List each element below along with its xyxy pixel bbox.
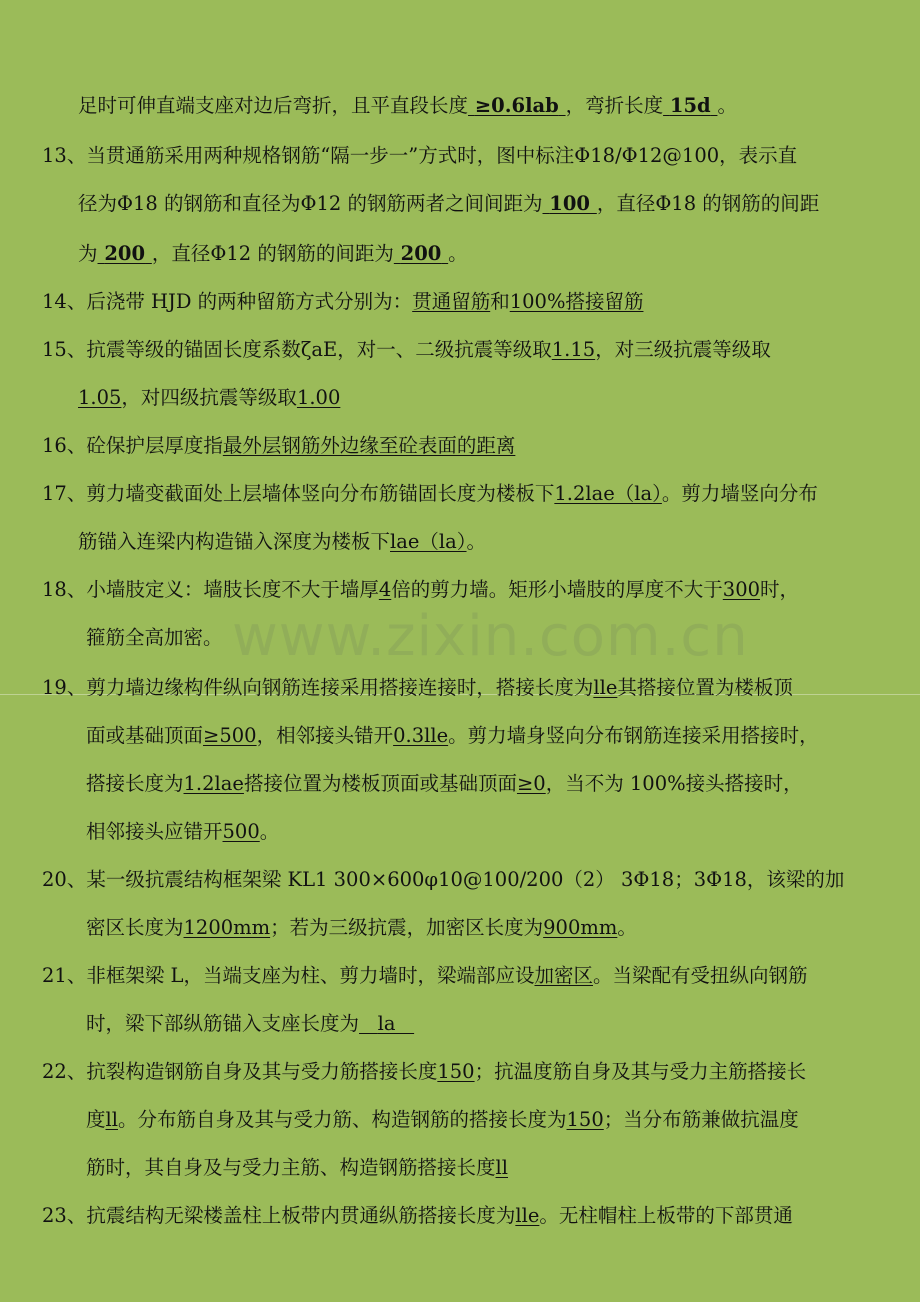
text-line: 为 200 ，直径Φ12 的钢筋的间距为 200 。: [78, 242, 468, 265]
answer-blank: 500: [222, 820, 260, 843]
answer-blank: lle: [515, 1204, 540, 1227]
item-number: 23、: [42, 1204, 87, 1227]
text-line: 搭接长度为1.2lae搭接位置为楼板顶面或基础顶面≥0，当不为 100%接头搭接时，: [86, 772, 803, 795]
text-line: 筋时，其自身及与受力主筋、构造钢筋搭接长度ll: [86, 1156, 508, 1179]
text-line: 20、某一级抗震结构框架梁 KL1 300×600φ10@100/200（2） 3Φ18；3Φ18，该梁的加: [42, 868, 845, 891]
item-number: 21、: [42, 964, 87, 987]
item-number: 18、: [42, 578, 87, 601]
answer-blank: 100: [549, 192, 591, 215]
answer-blank: 4: [378, 578, 392, 601]
answer-blank: ll: [105, 1108, 118, 1131]
watermark: www.zixin.com.cn: [232, 604, 749, 669]
answer-blank: 最外层钢筋外边缘至砼表面的距离: [222, 434, 516, 457]
answer-blank: ≥0.6lab: [474, 94, 559, 117]
answer-blank: 贯通留筋: [412, 290, 491, 313]
answer-blank: 300: [722, 578, 761, 601]
text-line: 21、非框架梁 L，当端支座为柱、剪力墙时，梁端部应设加密区。当梁配有受扭纵向钢筋: [42, 964, 808, 987]
item-number: 20、: [42, 868, 87, 891]
answer-blank: 1.05: [78, 386, 122, 409]
text-line: 15、抗震等级的锚固长度系数ζaE，对一、二级抗震等级取1.15，对三级抗震等级取: [42, 338, 771, 361]
text-line: 16、砼保护层厚度指最外层钢筋外边缘至砼表面的距离: [42, 434, 516, 457]
answer-blank: 200: [400, 242, 442, 265]
text-line: 14、后浇带 HJD 的两种留筋方式分别为：贯通留筋和100%搭接留筋: [42, 290, 644, 313]
answer-blank: 1.2lae（la）: [554, 482, 662, 505]
answer-blank: 1.00: [296, 386, 341, 409]
answer-blank: 200: [104, 242, 146, 265]
answer-blank: ≥0: [516, 772, 546, 795]
text-line: 度ll。分布筋自身及其与受力筋、构造钢筋的搭接长度为150；当分布筋兼做抗温度: [86, 1108, 799, 1131]
text-line: 17、剪力墙变截面处上层墙体竖向分布筋锚固长度为楼板下1.2lae（la）。剪力墙竖向分布: [42, 482, 818, 505]
answer-blank: 150: [437, 1060, 475, 1083]
text-line: 箍筋全高加密。: [86, 626, 223, 649]
answer-blank: la: [377, 1012, 396, 1035]
item-number: 16、: [42, 434, 87, 457]
answer-blank: ll: [495, 1156, 508, 1179]
answer-blank: lae（la）: [390, 530, 467, 553]
text-line: 时，梁下部纵筋锚入支座长度为 la: [86, 1010, 414, 1038]
text-line: 13、当贯通筋采用两种规格钢筋“隔一步一”方式时，图中标注Φ18/Φ12@100，表示直: [42, 144, 798, 167]
answer-blank: 1200mm: [183, 916, 271, 939]
answer-blank: 100%搭接留筋: [509, 290, 644, 313]
answer-blank: ≥500: [203, 724, 257, 747]
text-line: 19、剪力墙边缘构件纵向钢筋连接采用搭接连接时，搭接长度为lle其搭接位置为楼板顶: [42, 676, 793, 699]
text-line: 足时可伸直端支座对边后弯折，且平直段长度 ≥0.6lab ，弯折长度 15d 。: [78, 94, 737, 117]
text-line: 密区长度为1200mm；若为三级抗震，加密区长度为900mm。: [86, 916, 637, 939]
item-number: 17、: [42, 482, 87, 505]
item-number: 14、: [42, 290, 87, 313]
item-number: 22、: [42, 1060, 87, 1083]
text-line: 相邻接头应错开500。: [86, 820, 280, 843]
answer-blank: 150: [566, 1108, 604, 1131]
answer-blank: 15d: [669, 94, 711, 117]
text-line: 面或基础顶面≥500，相邻接头错开0.3lle。剪力墙身竖向分布钢筋连接采用搭接时，: [86, 724, 819, 747]
answer-blank: 1.15: [551, 338, 596, 361]
answer-blank: lle: [593, 676, 618, 699]
item-number: 15、: [42, 338, 87, 361]
text-line: 22、抗裂构造钢筋自身及其与受力筋搭接长度150；抗温度筋自身及其与受力主筋搭接长: [42, 1060, 807, 1083]
answer-blank: 加密区: [534, 964, 593, 987]
item-number: 13、: [42, 144, 87, 167]
answer-blank: 900mm: [543, 916, 618, 939]
text-line: 筋锚入连梁内构造锚入深度为楼板下lae（la）。: [78, 530, 487, 553]
text-line: 18、小墙肢定义：墙肢长度不大于墙厚4倍的剪力墙。矩形小墙肢的厚度不大于300时，: [42, 578, 800, 601]
item-number: 19、: [42, 676, 87, 699]
answer-blank: 1.2lae: [183, 772, 244, 795]
text-line: 23、抗震结构无梁楼盖柱上板带内贯通纵筋搭接长度为lle。无柱帽柱上板带的下部贯通: [42, 1204, 793, 1227]
text-line: 径为Φ18 的钢筋和直径为Φ12 的钢筋两者之间间距为 100 ，直径Φ18 的钢筋的间距: [78, 192, 820, 215]
text-line: 1.05，对四级抗震等级取1.00: [78, 386, 341, 409]
answer-blank: 0.3lle: [393, 724, 449, 747]
